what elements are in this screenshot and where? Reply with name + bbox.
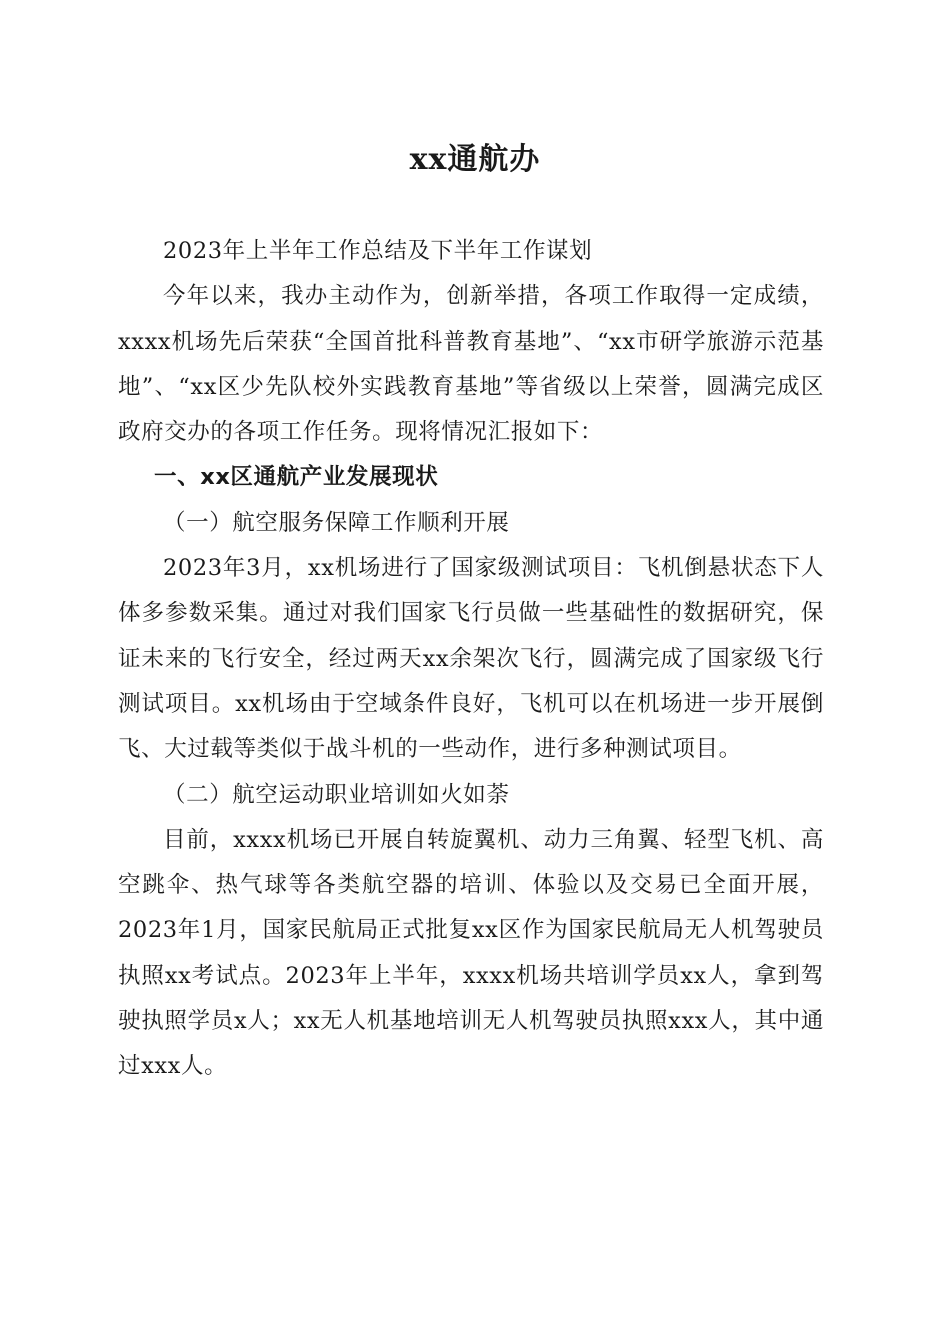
- document-title: xx通航办: [409, 142, 541, 177]
- document-subtitle: 2023年上半年工作总结及下半年工作谋划: [163, 238, 593, 264]
- subsection-1-paragraph: 2023年3月，xx机场进行了国家级测试项目：飞机倒悬状态下人体多参数采集。通过对我们国家飞行员做一些基础性的数据研究，保证未来的飞行安全，经过两天xx余架次飞行，圆满完成了国家级飞行测试项目。xx机场由于空域条件良好，飞机可以在机场进一步开展倒飞、大过载等类似于战斗机的一些动作，进行多种测试项目。: [118, 555, 824, 763]
- subsection-2-paragraph: 目前，xxxx机场已开展自转旋翼机、动力三角翼、轻型飞机、高空跳伞、热气球等各类航空器的培训、体验以及交易已全面开展，2023年1月，国家民航局正式批复xx区作为国家民航局无人机驾驶员执照xx考试点。2023年上半年，xxxx机场共培训学员xx人，拿到驾驶执照学员x人；xx无人机基地培训无人机驾驶员执照xxx人，其中通过xxx人。: [118, 826, 824, 1080]
- subsection-2-heading: （二）航空运动职业培训如火如荼: [163, 781, 510, 808]
- section-1-heading: 一、xx区通航产业发展现状: [154, 464, 439, 491]
- document-body: [118, 229, 824, 1090]
- subsection-1-heading: （一）航空服务保障工作顺利开展: [163, 509, 510, 536]
- intro-paragraph: 今年以来，我办主动作为，创新举措，各项工作取得一定成绩，xxxx机场先后荣获“全国首批科普教育基地”、“xx市研学旅游示范基地”、“xx区少先队校外实践教育基地”等省级以上荣誉，圆满完成区政府交办的各项工作任务。现将情况汇报如下：: [118, 283, 824, 446]
